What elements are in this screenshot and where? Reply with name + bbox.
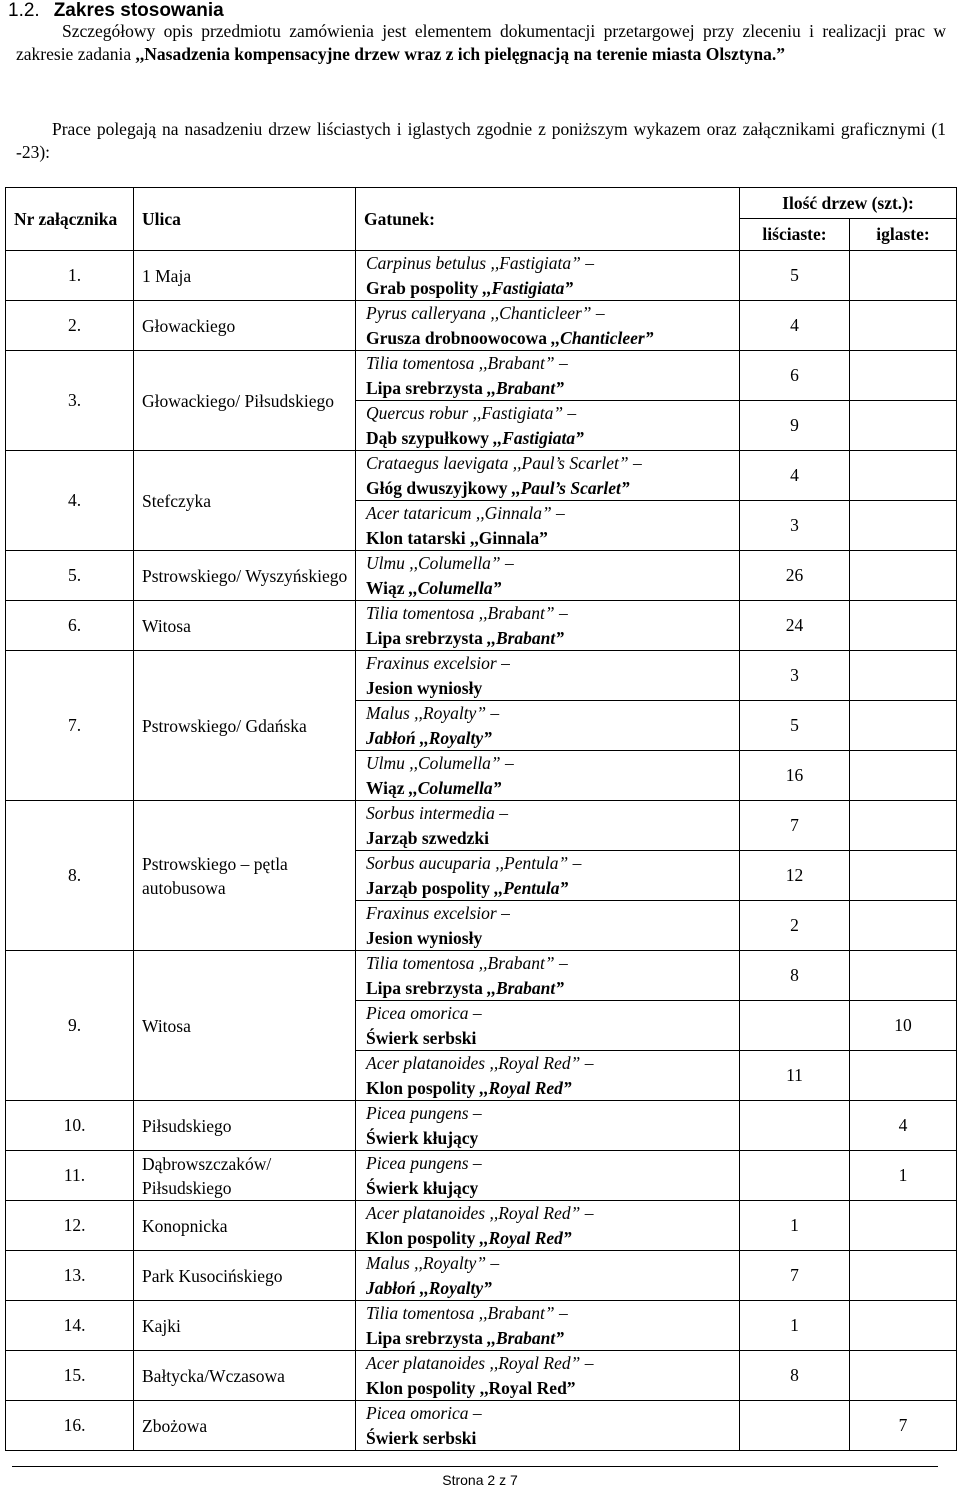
- species-latin: Tilia tomentosa ,,Brabant” –: [366, 1303, 568, 1323]
- cell-gatunek: [356, 551, 740, 601]
- cell-ulica: Dąbrowszczaków/ Piłsudskiego: [134, 1151, 356, 1201]
- header-ilosc: Ilość drzew (szt.):: [740, 188, 957, 219]
- species-polish: [366, 626, 739, 651]
- cell-ulica: 1 Maja: [134, 251, 356, 301]
- species-polish-name: Świerk kłujący: [366, 1127, 479, 1148]
- species-polish: [366, 1026, 739, 1051]
- species-polish-cultivar: ,,Brabant”: [487, 377, 565, 398]
- species-polish: [366, 676, 739, 701]
- table-row: [6, 1101, 957, 1151]
- planting-table-body: [6, 188, 957, 1451]
- species-polish: [366, 1126, 739, 1151]
- intro-paragraph: [16, 20, 946, 66]
- species-polish: [366, 1176, 739, 1201]
- cell-nr: 8.: [6, 801, 134, 951]
- cell-ulica: Park Kusocińskiego: [134, 1251, 356, 1301]
- cell-gatunek: [356, 1351, 740, 1401]
- table-row: [6, 301, 957, 351]
- header-nr: Nr załącznika: [6, 188, 134, 251]
- species-polish-cultivar: Jabłoń ,,Royalty”: [366, 727, 492, 748]
- species-polish-name: Jesion wyniosły: [366, 927, 483, 948]
- cell-nr: 9.: [6, 951, 134, 1101]
- species-latin: Acer platanoides ,,Royal Red” –: [366, 1053, 594, 1073]
- species-polish-cultivar: ,,Brabant”: [487, 977, 565, 998]
- cell-iglaste: [850, 801, 957, 851]
- cell-nr: 1.: [6, 251, 134, 301]
- cell-ulica: Głowackiego/ Piłsudskiego: [134, 351, 356, 451]
- table-row: [6, 951, 957, 1001]
- cell-gatunek: [356, 701, 740, 751]
- cell-gatunek: [356, 351, 740, 401]
- cell-ulica: Witosa: [134, 951, 356, 1101]
- cell-gatunek: [356, 1001, 740, 1051]
- species-polish-name: Głóg dwuszyjkowy: [366, 477, 512, 498]
- table-row: [6, 801, 957, 851]
- cell-lisciaste: 2: [740, 901, 850, 951]
- cell-lisciaste: 16: [740, 751, 850, 801]
- cell-gatunek: [356, 401, 740, 451]
- cell-gatunek: [356, 501, 740, 551]
- table-header-row: [6, 188, 957, 219]
- cell-iglaste: [850, 701, 957, 751]
- cell-gatunek: [356, 951, 740, 1001]
- species-polish-cultivar: ,,Columella”: [408, 577, 502, 598]
- cell-gatunek: [356, 1401, 740, 1451]
- species-polish-name: Jesion wyniosły: [366, 677, 483, 698]
- cell-lisciaste: 7: [740, 1251, 850, 1301]
- species-polish-name: Jarząb szwedzki: [366, 827, 489, 848]
- cell-gatunek: [356, 851, 740, 901]
- species-polish-name: Lipa srebrzysta: [366, 627, 488, 648]
- cell-ulica: Piłsudskiego: [134, 1101, 356, 1151]
- species-polish-name: Lipa srebrzysta: [366, 977, 488, 998]
- cell-iglaste: [850, 751, 957, 801]
- species-latin: Fraxinus excelsior –: [366, 903, 510, 923]
- species-latin: Pyrus calleryana ,,Chanticleer” –: [366, 303, 605, 323]
- cell-lisciaste: 5: [740, 701, 850, 751]
- cell-ulica: Konopnicka: [134, 1201, 356, 1251]
- cell-gatunek: [356, 1101, 740, 1151]
- species-polish-cultivar: ,,Columella”: [408, 777, 502, 798]
- cell-lisciaste: 9: [740, 401, 850, 451]
- cell-nr: 4.: [6, 451, 134, 551]
- cell-ulica: Bałtycka/Wczasowa: [134, 1351, 356, 1401]
- species-latin: Acer platanoides ,,Royal Red” –: [366, 1203, 594, 1223]
- cell-lisciaste: 1: [740, 1201, 850, 1251]
- cell-ulica: Zbożowa: [134, 1401, 356, 1451]
- species-polish-cultivar: ,,Pentula”: [494, 877, 569, 898]
- table-row: [6, 551, 957, 601]
- cell-ulica: Witosa: [134, 601, 356, 651]
- species-polish: [366, 926, 739, 951]
- cell-iglaste: [850, 551, 957, 601]
- cell-lisciaste: 7: [740, 801, 850, 851]
- cell-gatunek: [356, 1301, 740, 1351]
- cell-iglaste: 7: [850, 1401, 957, 1451]
- cell-lisciaste: 1: [740, 1301, 850, 1351]
- cell-iglaste: [850, 951, 957, 1001]
- cell-iglaste: [850, 1201, 957, 1251]
- cell-lisciaste: [740, 1101, 850, 1151]
- cell-nr: 14.: [6, 1301, 134, 1351]
- species-latin: Quercus robur ,,Fastigiata” –: [366, 403, 577, 423]
- species-polish-name: Świerk serbski: [366, 1027, 477, 1048]
- cell-lisciaste: 26: [740, 551, 850, 601]
- species-polish-name: Jarząb pospolity: [366, 877, 495, 898]
- table-row: [6, 1251, 957, 1301]
- cell-nr: 7.: [6, 651, 134, 801]
- species-latin: Carpinus betulus ,,Fastigiata” –: [366, 253, 595, 273]
- scope-paragraph: Prace polegają na nasadzeniu drzew liściastych i iglastych zgodnie z poniższym wykazem oraz załącznikami graficznymi (1 -23):: [16, 119, 946, 162]
- cell-nr: 6.: [6, 601, 134, 651]
- cell-iglaste: 10: [850, 1001, 957, 1051]
- species-polish-name: Grab pospolity: [366, 277, 483, 298]
- species-polish: [366, 426, 739, 451]
- species-polish-name: Lipa srebrzysta: [366, 1327, 488, 1348]
- cell-iglaste: [850, 1051, 957, 1101]
- cell-nr: 5.: [6, 551, 134, 601]
- intro-task-name: ,,Nasadzenia kompensacyjne drzew wraz z ich pielęgnacją na terenie miasta Olsztyna.”: [135, 44, 786, 64]
- species-latin: Malus ,,Royalty” –: [366, 703, 500, 723]
- species-latin: Ulmu ,,Columella” –: [366, 553, 514, 573]
- species-polish-name: Klon pospolity ,,Royal Red”: [366, 1377, 576, 1398]
- cell-iglaste: [850, 1301, 957, 1351]
- cell-iglaste: [850, 351, 957, 401]
- species-polish-name: Wiąz: [366, 577, 409, 598]
- table-row: [6, 451, 957, 501]
- page-footer: Strona 2 z 7: [442, 1472, 518, 1488]
- species-polish: [366, 276, 739, 301]
- species-polish-cultivar: ,,Fastigiata”: [493, 427, 584, 448]
- cell-iglaste: [850, 401, 957, 451]
- cell-iglaste: [850, 501, 957, 551]
- cell-nr: 2.: [6, 301, 134, 351]
- section-number: 1.2.: [8, 0, 40, 21]
- species-polish-cultivar: ,,Royal Red”: [479, 1227, 572, 1248]
- species-polish: [366, 1226, 739, 1251]
- cell-lisciaste: [740, 1001, 850, 1051]
- cell-iglaste: 4: [850, 1101, 957, 1151]
- species-polish-name: Świerk kłujący: [366, 1177, 479, 1198]
- table-row: [6, 1351, 957, 1401]
- table-row: [6, 251, 957, 301]
- species-polish-cultivar: ,,Brabant”: [487, 1327, 565, 1348]
- cell-gatunek: [356, 651, 740, 701]
- species-latin: Tilia tomentosa ,,Brabant” –: [366, 353, 568, 373]
- species-polish: [366, 776, 739, 801]
- cell-gatunek: [356, 301, 740, 351]
- species-latin: Picea pungens –: [366, 1153, 482, 1173]
- table-row: [6, 651, 957, 701]
- cell-gatunek: [356, 1201, 740, 1251]
- cell-gatunek: [356, 1051, 740, 1101]
- cell-lisciaste: 6: [740, 351, 850, 401]
- cell-nr: 12.: [6, 1201, 134, 1251]
- species-polish-name: Grusza drobnoowocowa: [366, 327, 552, 348]
- cell-iglaste: [850, 601, 957, 651]
- cell-nr: 3.: [6, 351, 134, 451]
- cell-ulica: Pstrowskiego/ Gdańska: [134, 651, 356, 801]
- cell-nr: 13.: [6, 1251, 134, 1301]
- cell-iglaste: 1: [850, 1151, 957, 1201]
- species-polish: [366, 576, 739, 601]
- cell-lisciaste: 12: [740, 851, 850, 901]
- cell-ulica: Pstrowskiego/ Wyszyńskiego: [134, 551, 356, 601]
- cell-ulica: Kajki: [134, 1301, 356, 1351]
- species-polish-name: Dąb szypułkowy: [366, 427, 494, 448]
- species-latin: Crataegus laevigata ,,Paul’s Scarlet” –: [366, 453, 642, 473]
- section-heading: [8, 0, 224, 22]
- species-latin: Tilia tomentosa ,,Brabant” –: [366, 603, 568, 623]
- cell-gatunek: [356, 901, 740, 951]
- section-title: Zakres stosowania: [53, 0, 224, 21]
- intro-text: Szczegółowy opis przedmiotu zamówienia jest elementem dokumentacji przetargowej przy zleceniu i realizacji prac w zakresie zadania: [16, 21, 946, 64]
- cell-lisciaste: 24: [740, 601, 850, 651]
- species-polish-cultivar: ,,Chanticleer”: [551, 327, 654, 348]
- species-latin: Malus ,,Royalty” –: [366, 1253, 500, 1273]
- species-polish-name: Wiąz: [366, 777, 409, 798]
- header-gatunek: Gatunek:: [356, 188, 740, 251]
- species-polish-cultivar: ,,Paul’s Scarlet”: [511, 477, 630, 498]
- species-polish-name: Lipa srebrzysta: [366, 377, 488, 398]
- species-polish: [366, 1326, 739, 1351]
- species-polish: [366, 1276, 739, 1301]
- species-latin: Tilia tomentosa ,,Brabant” –: [366, 953, 568, 973]
- species-polish: [366, 826, 739, 851]
- species-polish: [366, 376, 739, 401]
- table-row: [6, 1151, 957, 1201]
- header-lisciaste: liściaste:: [740, 219, 850, 251]
- table-row: [6, 351, 957, 401]
- species-polish: [366, 326, 739, 351]
- species-polish: [366, 526, 739, 551]
- cell-ulica: Stefczyka: [134, 451, 356, 551]
- cell-nr: 15.: [6, 1351, 134, 1401]
- species-polish-name: Klon pospolity: [366, 1077, 480, 1098]
- cell-ulica: Głowackiego: [134, 301, 356, 351]
- table-row: [6, 601, 957, 651]
- cell-ulica: Pstrowskiego – pętla autobusowa: [134, 801, 356, 951]
- species-polish: [366, 1426, 739, 1451]
- cell-gatunek: [356, 751, 740, 801]
- cell-lisciaste: 3: [740, 651, 850, 701]
- species-polish: [366, 876, 739, 901]
- cell-gatunek: [356, 251, 740, 301]
- cell-nr: 10.: [6, 1101, 134, 1151]
- cell-lisciaste: 8: [740, 1351, 850, 1401]
- cell-iglaste: [850, 251, 957, 301]
- cell-iglaste: [850, 1251, 957, 1301]
- cell-gatunek: [356, 451, 740, 501]
- species-latin: Fraxinus excelsior –: [366, 653, 510, 673]
- cell-iglaste: [850, 1351, 957, 1401]
- cell-gatunek: [356, 1251, 740, 1301]
- table-row: [6, 1301, 957, 1351]
- cell-lisciaste: [740, 1401, 850, 1451]
- table-row: [6, 1401, 957, 1451]
- species-latin: Picea omorica –: [366, 1003, 482, 1023]
- species-latin: Sorbus intermedia –: [366, 803, 508, 823]
- species-polish-name: Klon tatarski ,,Ginnala”: [366, 527, 548, 548]
- header-ulica: Ulica: [134, 188, 356, 251]
- species-polish: [366, 1376, 739, 1401]
- cell-iglaste: [850, 451, 957, 501]
- species-latin: Acer tataricum ,,Ginnala” –: [366, 503, 565, 523]
- species-latin: Ulmu ,,Columella” –: [366, 753, 514, 773]
- species-latin: Acer platanoides ,,Royal Red” –: [366, 1353, 594, 1373]
- table-row: [6, 1201, 957, 1251]
- species-latin: Picea omorica –: [366, 1403, 482, 1423]
- species-polish: [366, 726, 739, 751]
- cell-iglaste: [850, 301, 957, 351]
- cell-iglaste: [850, 651, 957, 701]
- species-polish-cultivar: Jabłoń ,,Royalty”: [366, 1277, 492, 1298]
- species-polish: [366, 976, 739, 1001]
- cell-lisciaste: 8: [740, 951, 850, 1001]
- species-polish-name: Klon pospolity: [366, 1227, 480, 1248]
- cell-iglaste: [850, 851, 957, 901]
- cell-lisciaste: 5: [740, 251, 850, 301]
- cell-lisciaste: 3: [740, 501, 850, 551]
- cell-gatunek: [356, 1151, 740, 1201]
- footer-divider: [12, 1466, 938, 1467]
- species-polish: [366, 1076, 739, 1101]
- cell-nr: 11.: [6, 1151, 134, 1201]
- cell-lisciaste: [740, 1151, 850, 1201]
- cell-iglaste: [850, 901, 957, 951]
- species-latin: Picea pungens –: [366, 1103, 482, 1123]
- species-polish-cultivar: ,,Brabant”: [487, 627, 565, 648]
- species-latin: Sorbus aucuparia ,,Pentula” –: [366, 853, 582, 873]
- species-polish-name: Świerk serbski: [366, 1427, 477, 1448]
- species-polish-cultivar: ,,Fastigiata”: [482, 277, 574, 298]
- cell-lisciaste: 4: [740, 451, 850, 501]
- species-polish: [366, 476, 739, 501]
- planting-table: [5, 187, 957, 1451]
- cell-lisciaste: 11: [740, 1051, 850, 1101]
- cell-gatunek: [356, 601, 740, 651]
- header-iglaste: iglaste:: [850, 219, 957, 251]
- cell-gatunek: [356, 801, 740, 851]
- species-polish-cultivar: ,,Royal Red”: [479, 1077, 572, 1098]
- cell-nr: 16.: [6, 1401, 134, 1451]
- cell-lisciaste: 4: [740, 301, 850, 351]
